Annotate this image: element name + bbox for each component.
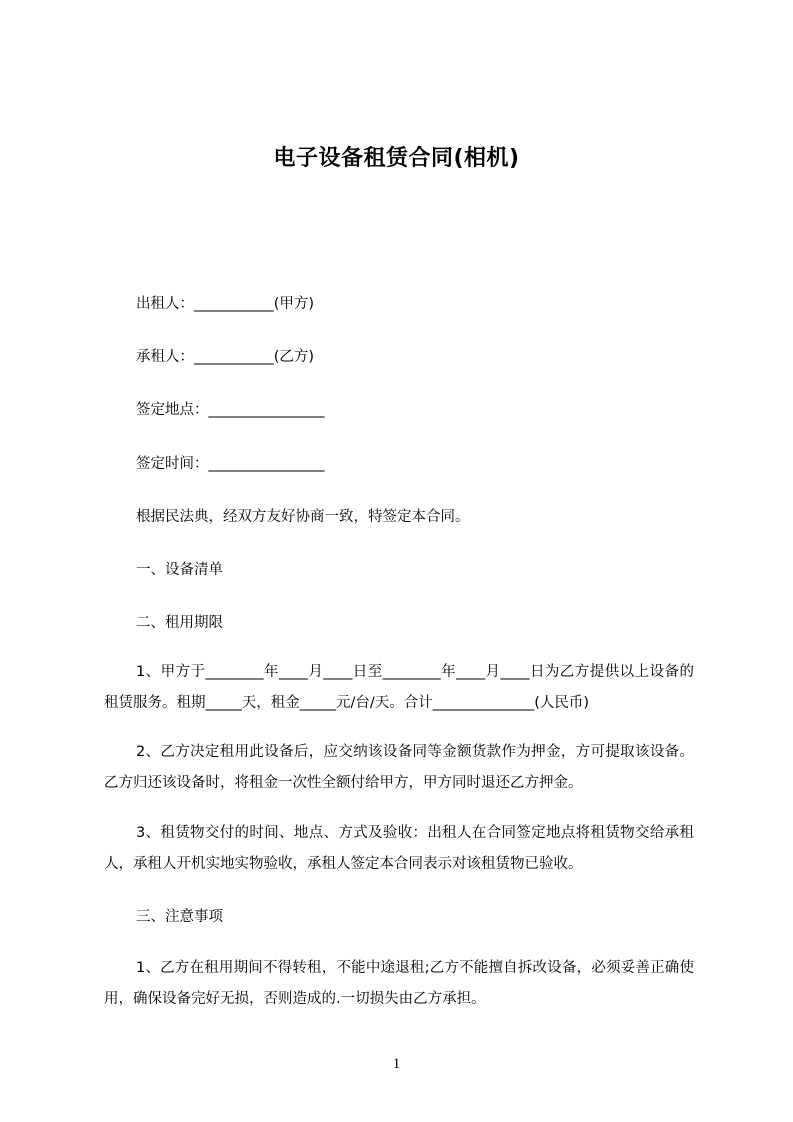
section-heading-notes: 三、注意事项 [136, 909, 223, 925]
lessee-line: 承租人：___________(乙方) [136, 349, 315, 365]
lessor-line: 出租人：___________(甲方) [136, 296, 315, 312]
sign-place-line: 签定地点：________________ [136, 402, 325, 418]
sign-time-line: 签定时间：________________ [136, 456, 325, 472]
document-title: 电子设备租赁合同(相机) [273, 146, 520, 171]
section-heading-rental-term: 二、租用期限 [136, 615, 223, 631]
section-heading-equipment-list: 一、设备清单 [136, 562, 223, 578]
rental-term-item-3: 3、租赁物交付的时间、地点、方式及验收：出租人在合同签定地点将租赁物交给承租人，承租人开机实地实物验收，承租人签定本合同表示对该租赁物已验收。 [104, 825, 694, 872]
rental-term-item-2: 2、乙方决定租用此设备后，应交纳该设备同等金额货款作为押金，方可提取该设备。乙方归还该设备时，将租金一次性全额付给甲方，甲方同时退还乙方押金。 [104, 744, 694, 791]
notes-item-1: 1、乙方在租用期间不得转租，不能中途退租;乙方不能擅自拆改设备，必须妥善正确使用，确保设备完好无损，否则造成的.一切损失由乙方承担。 [104, 960, 694, 1007]
intro-paragraph: 根据民法典，经双方友好协商一致，特签定本合同。 [136, 509, 470, 525]
rental-term-item-1: 1、甲方于________年____月____日至________年____月____日为乙方提供以上设备的租赁服务。租期_____天，租金_____元/台/天。合计______________(人民币) [104, 664, 694, 711]
page-number: 1 [392, 1056, 401, 1072]
